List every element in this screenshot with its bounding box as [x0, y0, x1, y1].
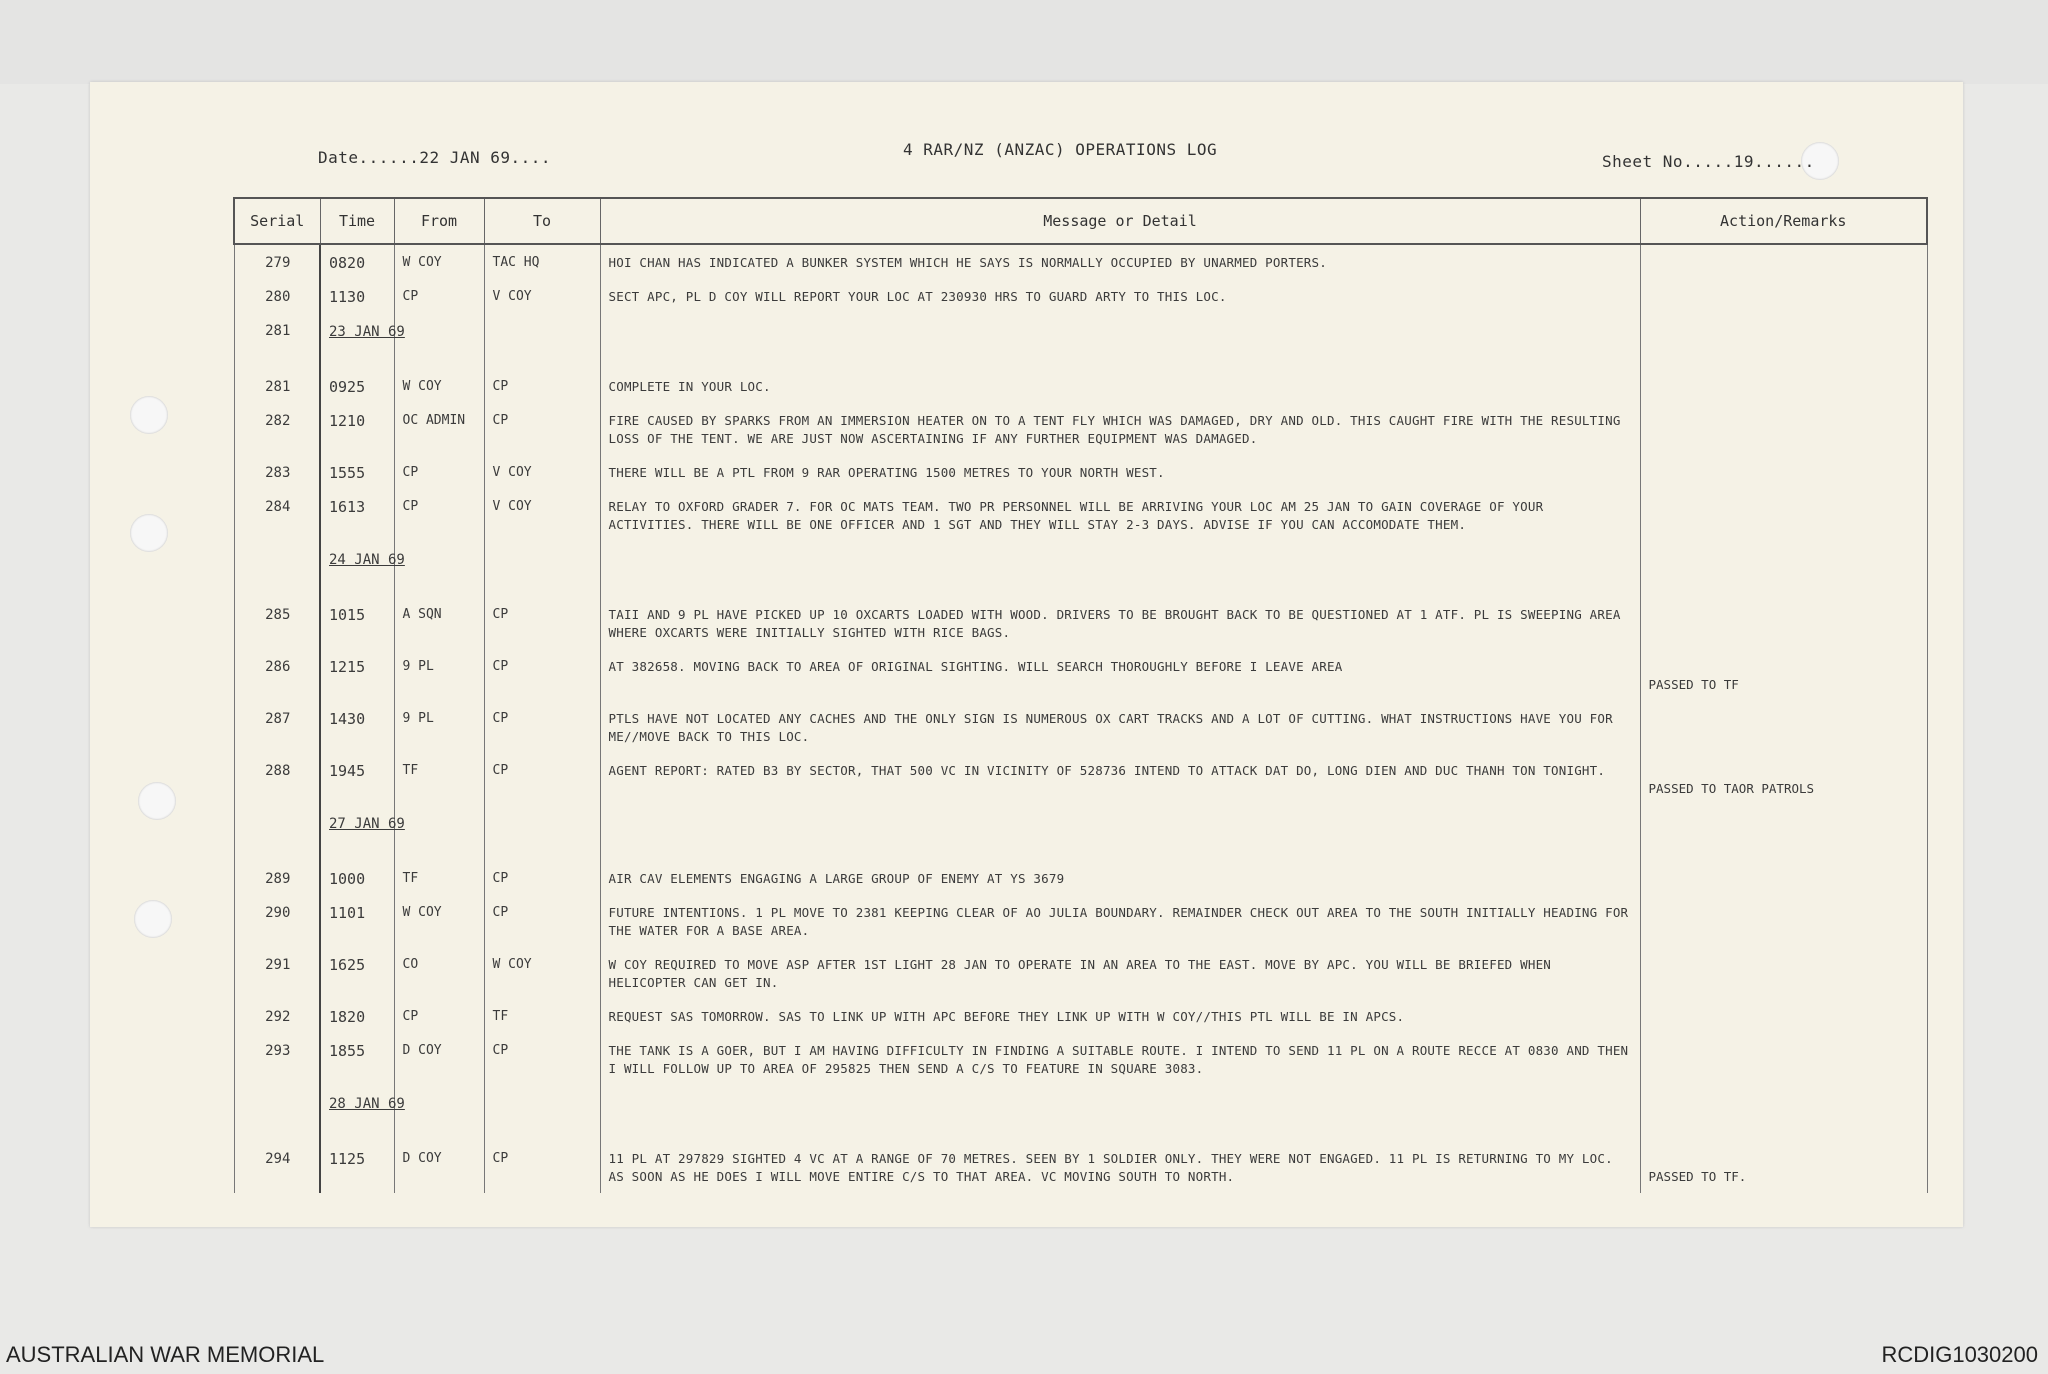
cell-action: [1640, 805, 1927, 861]
cell-from: W COY: [394, 369, 484, 403]
table-row: [234, 753, 1927, 805]
log-day-date: 27 JAN 69: [329, 816, 405, 832]
table-row: [234, 1033, 1927, 1085]
cell-from: 9 PL: [394, 701, 484, 753]
cell-action: [1640, 947, 1927, 999]
cell-time: 1015: [320, 597, 394, 649]
cell-time: 1555: [320, 455, 394, 489]
cell-action: [1640, 403, 1927, 455]
cell-action: [1640, 701, 1927, 753]
col-header-to: To: [484, 198, 600, 244]
cell-time: 1215: [320, 649, 394, 701]
operations-log-table: [233, 197, 1928, 1193]
cell-to: [484, 541, 600, 597]
cell-from: CO: [394, 947, 484, 999]
col-header-message: Message or Detail: [600, 198, 1640, 244]
cell-action: [1640, 279, 1927, 313]
cell-from: D COY: [394, 1141, 484, 1193]
log-day-date: 24 JAN 69: [329, 552, 405, 568]
cell-action: [1640, 369, 1927, 403]
cell-action: [1640, 541, 1927, 597]
table-row: [234, 947, 1927, 999]
cell-message: 11 PL AT 297829 SIGHTED 4 VC AT A RANGE OF 70 METRES. SEEN BY 1 SOLDIER ONLY. THEY WERE NOT ENGAGED. 11 PL IS RETURNING TO MY LOC. AS SOON AS HE DOES I WILL MOVE ENTIRE C/S TO THAT AREA. VC MOVING SOUTH TO NORTH.: [600, 1141, 1640, 1193]
punch-hole-1: [130, 396, 168, 434]
footer-institution: AUSTRALIAN WAR MEMORIAL: [6, 1342, 325, 1367]
col-header-from: From: [394, 198, 484, 244]
cell-time: [320, 1085, 405, 1141]
cell-to: V COY: [484, 489, 600, 541]
cell-action: [1640, 244, 1927, 279]
cell-from: W COY: [394, 244, 484, 279]
cell-time: 1613: [320, 489, 394, 541]
cell-from: TF: [394, 861, 484, 895]
cell-action: [1640, 489, 1927, 541]
cell-time: 1855: [320, 1033, 394, 1085]
date-divider-row: [234, 805, 1927, 861]
table-row: [234, 369, 1927, 403]
cell-serial: 281: [234, 369, 320, 403]
cell-serial: 279: [234, 244, 320, 279]
cell-from: [394, 541, 484, 597]
cell-message: [600, 805, 1640, 861]
cell-action: PASSED TO TF.: [1640, 1141, 1927, 1193]
cell-to: CP: [484, 701, 600, 753]
cell-serial: 286: [234, 649, 320, 701]
cell-time: 1820: [320, 999, 394, 1033]
cell-from: OC ADMIN: [394, 403, 484, 455]
cell-time: 1945: [320, 753, 394, 805]
log-day-date: 28 JAN 69: [329, 1096, 405, 1112]
cell-time: 1430: [320, 701, 394, 753]
cell-message: AT 382658. MOVING BACK TO AREA OF ORIGINAL SIGHTING. WILL SEARCH THOROUGHLY BEFORE I LEAVE AREA: [600, 649, 1640, 701]
page-title: 4 RAR/NZ (ANZAC) OPERATIONS LOG: [903, 140, 1218, 159]
col-header-action: Action/Remarks: [1640, 198, 1927, 244]
cell-message: W COY REQUIRED TO MOVE ASP AFTER 1ST LIGHT 28 JAN TO OPERATE IN AN AREA TO THE EAST. MOVE BY APC. YOU WILL BE BRIEFED WHEN HELICOPTER CAN GET IN.: [600, 947, 1640, 999]
cell-from: W COY: [394, 895, 484, 947]
cell-time: 1125: [320, 1141, 394, 1193]
cell-action: [1640, 999, 1927, 1033]
cell-from: [394, 1085, 484, 1141]
cell-to: CP: [484, 649, 600, 701]
cell-from: D COY: [394, 1033, 484, 1085]
cell-message: AIR CAV ELEMENTS ENGAGING A LARGE GROUP OF ENEMY AT YS 3679: [600, 861, 1640, 895]
cell-action: [1640, 895, 1927, 947]
table-row: [234, 597, 1927, 649]
cell-serial: 290: [234, 895, 320, 947]
log-sheet: [90, 82, 1963, 1227]
col-header-serial: Serial: [234, 198, 320, 244]
cell-message: [600, 541, 1640, 597]
table-row: [234, 895, 1927, 947]
table-row: [234, 649, 1927, 701]
col-header-time: Time: [320, 198, 394, 244]
cell-action: [1640, 1085, 1927, 1141]
cell-message: FUTURE INTENTIONS. 1 PL MOVE TO 2381 KEEPING CLEAR OF AO JULIA BOUNDARY. REMAINDER CHECK OUT AREA TO THE SOUTH INITIALLY HEADING FOR THE WATER FOR A BASE AREA.: [600, 895, 1640, 947]
cell-to: [484, 313, 600, 369]
cell-to: [484, 805, 600, 861]
cell-from: CP: [394, 489, 484, 541]
cell-serial: 283: [234, 455, 320, 489]
punch-hole-4: [134, 900, 172, 938]
cell-to: CP: [484, 861, 600, 895]
cell-action: [1640, 455, 1927, 489]
cell-message: PTLS HAVE NOT LOCATED ANY CACHES AND THE ONLY SIGN IS NUMEROUS OX CART TRACKS AND A LOT OF CUTTING. WHAT INSTRUCTIONS HAVE YOU FOR ME//MOVE BACK TO THIS LOC.: [600, 701, 1640, 753]
cell-from: CP: [394, 455, 484, 489]
cell-time: [320, 541, 405, 597]
cell-serial: 280: [234, 279, 320, 313]
cell-serial: 285: [234, 597, 320, 649]
cell-to: CP: [484, 753, 600, 805]
cell-to: V COY: [484, 455, 600, 489]
cell-serial: 292: [234, 999, 320, 1033]
cell-from: 9 PL: [394, 649, 484, 701]
cell-from: CP: [394, 999, 484, 1033]
cell-serial: 294: [234, 1141, 320, 1193]
log-day-date: 23 JAN 69: [329, 324, 405, 340]
cell-message: TAII AND 9 PL HAVE PICKED UP 10 OXCARTS LOADED WITH WOOD. DRIVERS TO BE BROUGHT BACK TO BE QUESTIONED AT 1 ATF. PL IS SWEEPING AREA WHERE OXCARTS WERE INITIALLY SIGHTED WITH RICE BAGS.: [600, 597, 1640, 649]
cell-message: AGENT REPORT: RATED B3 BY SECTOR, THAT 500 VC IN VICINITY OF 528736 INTEND TO ATTACK DAT DO, LONG DIEN AND DUC THANH TON TONIGHT.: [600, 753, 1640, 805]
cell-time: 0925: [320, 369, 394, 403]
cell-time: 1625: [320, 947, 394, 999]
date-divider-row: [234, 541, 1927, 597]
cell-message: THERE WILL BE A PTL FROM 9 RAR OPERATING 1500 METRES TO YOUR NORTH WEST.: [600, 455, 1640, 489]
cell-from: CP: [394, 279, 484, 313]
punch-hole-3: [138, 782, 176, 820]
table-row: [234, 861, 1927, 895]
cell-serial: [234, 541, 320, 597]
cell-to: TAC HQ: [484, 244, 600, 279]
cell-to: CP: [484, 597, 600, 649]
cell-to: TF: [484, 999, 600, 1033]
sheet-number: Sheet No.....19......: [1602, 152, 1815, 171]
cell-serial: 281: [234, 313, 320, 369]
cell-to: W COY: [484, 947, 600, 999]
cell-from: [394, 313, 484, 369]
cell-action: PASSED TO TF: [1640, 649, 1927, 701]
cell-time: [320, 805, 405, 861]
cell-action: [1640, 313, 1927, 369]
cell-message: COMPLETE IN YOUR LOC.: [600, 369, 1640, 403]
table-body: [234, 244, 1927, 1193]
table-row: [234, 244, 1927, 279]
cell-from: A SQN: [394, 597, 484, 649]
cell-to: [484, 1085, 600, 1141]
table-row: [234, 701, 1927, 753]
cell-serial: 287: [234, 701, 320, 753]
cell-message: THE TANK IS A GOER, BUT I AM HAVING DIFFICULTY IN FINDING A SUITABLE ROUTE. I INTEND TO SEND 11 PL ON A ROUTE RECCE AT 0830 AND THEN I WILL FOLLOW UP TO AREA OF 295825 THEN SEND A C/S TO FEATURE IN SQUARE 3083.: [600, 1033, 1640, 1085]
cell-message: RELAY TO OXFORD GRADER 7. FOR OC MATS TEAM. TWO PR PERSONNEL WILL BE ARRIVING YOUR LOC AM 25 JAN TO GAIN COVERAGE OF YOUR ACTIVITIES. THERE WILL BE ONE OFFICER AND 1 SGT AND THEY WILL STAY 2-3 DAYS. ADVISE IF YOU CAN ACCOMODATE THEM.: [600, 489, 1640, 541]
cell-serial: 282: [234, 403, 320, 455]
table-row: [234, 403, 1927, 455]
cell-message: SECT APC, PL D COY WILL REPORT YOUR LOC AT 230930 HRS TO GUARD ARTY TO THIS LOC.: [600, 279, 1640, 313]
cell-serial: 288: [234, 753, 320, 805]
cell-serial: [234, 1085, 320, 1141]
cell-time: 1130: [320, 279, 394, 313]
cell-message: HOI CHAN HAS INDICATED A BUNKER SYSTEM WHICH HE SAYS IS NORMALLY OCCUPIED BY UNARMED PORTERS.: [600, 244, 1640, 279]
cell-serial: 289: [234, 861, 320, 895]
table-row: [234, 999, 1927, 1033]
cell-message: FIRE CAUSED BY SPARKS FROM AN IMMERSION HEATER ON TO A TENT FLY WHICH WAS DAMAGED, DRY AND OLD. THIS CAUGHT FIRE WITH THE RESULTING LOSS OF THE TENT. WE ARE JUST NOW ASCERTAINING IF ANY FURTHER EQUIPMENT WAS DAMAGED.: [600, 403, 1640, 455]
scan-background: [0, 0, 2048, 84]
cell-to: CP: [484, 1141, 600, 1193]
cell-action: [1640, 1033, 1927, 1085]
cell-time: 0820: [320, 244, 394, 279]
table-row: [234, 455, 1927, 489]
cell-from: TF: [394, 753, 484, 805]
date-divider-row: [234, 313, 1927, 369]
punch-hole-2: [130, 514, 168, 552]
cell-action: [1640, 597, 1927, 649]
cell-message: REQUEST SAS TOMORROW. SAS TO LINK UP WITH APC BEFORE THEY LINK UP WITH W COY//THIS PTL WILL BE IN APCS.: [600, 999, 1640, 1033]
table-row: [234, 279, 1927, 313]
cell-serial: 291: [234, 947, 320, 999]
cell-message: [600, 1085, 1640, 1141]
cell-time: [320, 313, 405, 369]
cell-message: [600, 313, 1640, 369]
cell-serial: 284: [234, 489, 320, 541]
cell-serial: 293: [234, 1033, 320, 1085]
cell-serial: [234, 805, 320, 861]
cell-from: [394, 805, 484, 861]
table-row: [234, 489, 1927, 541]
cell-action: [1640, 861, 1927, 895]
cell-to: V COY: [484, 279, 600, 313]
cell-to: CP: [484, 1033, 600, 1085]
log-date: Date......22 JAN 69....: [318, 148, 552, 167]
cell-to: CP: [484, 895, 600, 947]
cell-time: 1000: [320, 861, 394, 895]
cell-time: 1101: [320, 895, 394, 947]
date-divider-row: [234, 1085, 1927, 1141]
footer-reference: RCDIG1030200: [1881, 1342, 2038, 1367]
cell-time: 1210: [320, 403, 394, 455]
table-header-row: [234, 198, 1927, 244]
cell-to: CP: [484, 369, 600, 403]
table-row: [234, 1141, 1927, 1193]
cell-to: CP: [484, 403, 600, 455]
cell-action: PASSED TO TAOR PATROLS: [1640, 753, 1927, 805]
